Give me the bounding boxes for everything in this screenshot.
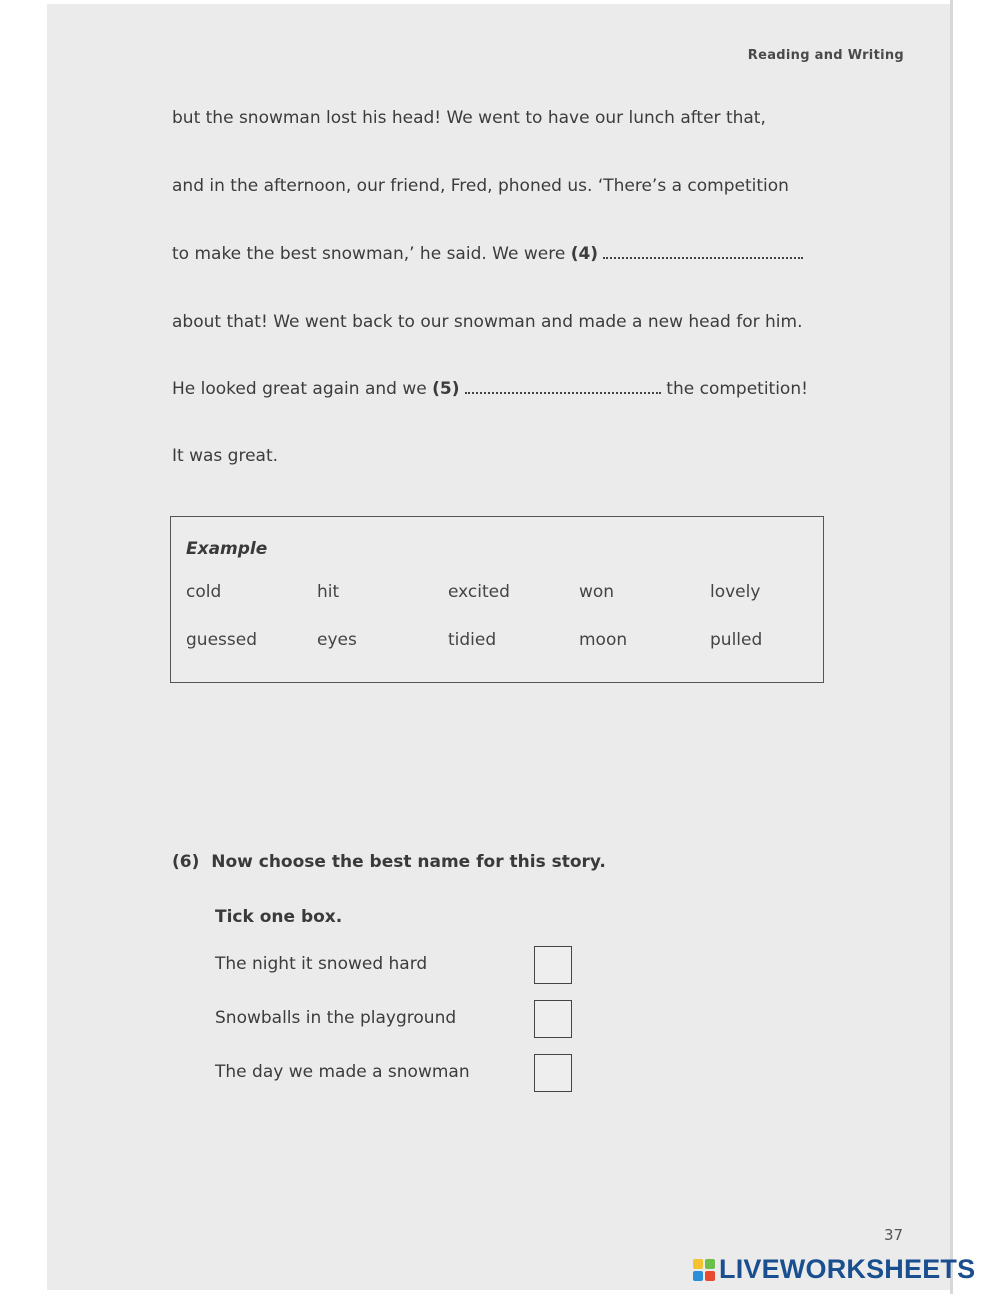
title-option-1-checkbox[interactable]: [534, 946, 572, 984]
word-bank-item: cold: [186, 582, 222, 602]
story-line-2: and in the afternoon, our friend, Fred, phoned us. ‘There’s a competition: [172, 176, 789, 196]
story-line-4: about that! We went back to our snowman and made a new head for him.: [172, 312, 803, 332]
story-line-1: but the snowman lost his head! We went to have our lunch after that,: [172, 108, 766, 128]
word-bank-item: lovely: [710, 582, 761, 602]
page-edge: [950, 0, 953, 1294]
title-option-1-label: The night it snowed hard: [215, 954, 428, 974]
story-line-3: [172, 243, 803, 264]
story-line-3-text: to make the best snowman,’ he said. We were: [172, 244, 566, 264]
logo-text: LIVEWORKSHEETS: [719, 1254, 976, 1284]
word-bank-item: won: [579, 582, 615, 602]
word-bank-item: excited: [448, 582, 510, 602]
logo-square-icon: [705, 1271, 715, 1281]
word-bank-item: pulled: [710, 630, 763, 650]
story-line-5-text: He looked great again and we: [172, 379, 427, 399]
word-bank-item: moon: [579, 630, 628, 650]
logo-grid-icon: [693, 1259, 715, 1281]
logo-square-icon: [693, 1259, 703, 1269]
tick-instruction: Tick one box.: [215, 907, 343, 927]
gap-5-label: (5): [432, 379, 460, 399]
word-bank-item: eyes: [317, 630, 357, 650]
page-number: 37: [884, 1226, 904, 1244]
title-option-2-checkbox[interactable]: [534, 1000, 572, 1038]
question-6-prompt: [172, 852, 606, 872]
story-line-6: It was great.: [172, 446, 279, 466]
word-bank-item: guessed: [186, 630, 257, 650]
title-option-3-label: The day we made a snowman: [215, 1062, 470, 1082]
word-bank-item: tidied: [448, 630, 497, 650]
section-header: Reading and Writing: [747, 48, 904, 63]
story-line-5-end: the competition!: [666, 379, 808, 399]
gap-5-answer-blank[interactable]: [465, 378, 661, 394]
story-line-5: [172, 378, 808, 399]
gap-4-answer-blank[interactable]: [603, 243, 803, 259]
gap-4-label: (4): [570, 244, 599, 264]
word-bank-item: hit: [317, 582, 340, 602]
question-6-text: Now choose the best name for this story.: [211, 852, 606, 872]
logo-square-icon: [705, 1259, 715, 1269]
title-option-2-label: Snowballs in the playground: [215, 1008, 457, 1028]
title-option-3-checkbox[interactable]: [534, 1054, 572, 1092]
logo-square-icon: [693, 1271, 703, 1281]
question-6-number: (6): [172, 852, 200, 872]
example-label: Example: [186, 539, 268, 559]
word-bank-box: [170, 516, 824, 683]
liveworksheets-logo: [693, 1254, 975, 1285]
